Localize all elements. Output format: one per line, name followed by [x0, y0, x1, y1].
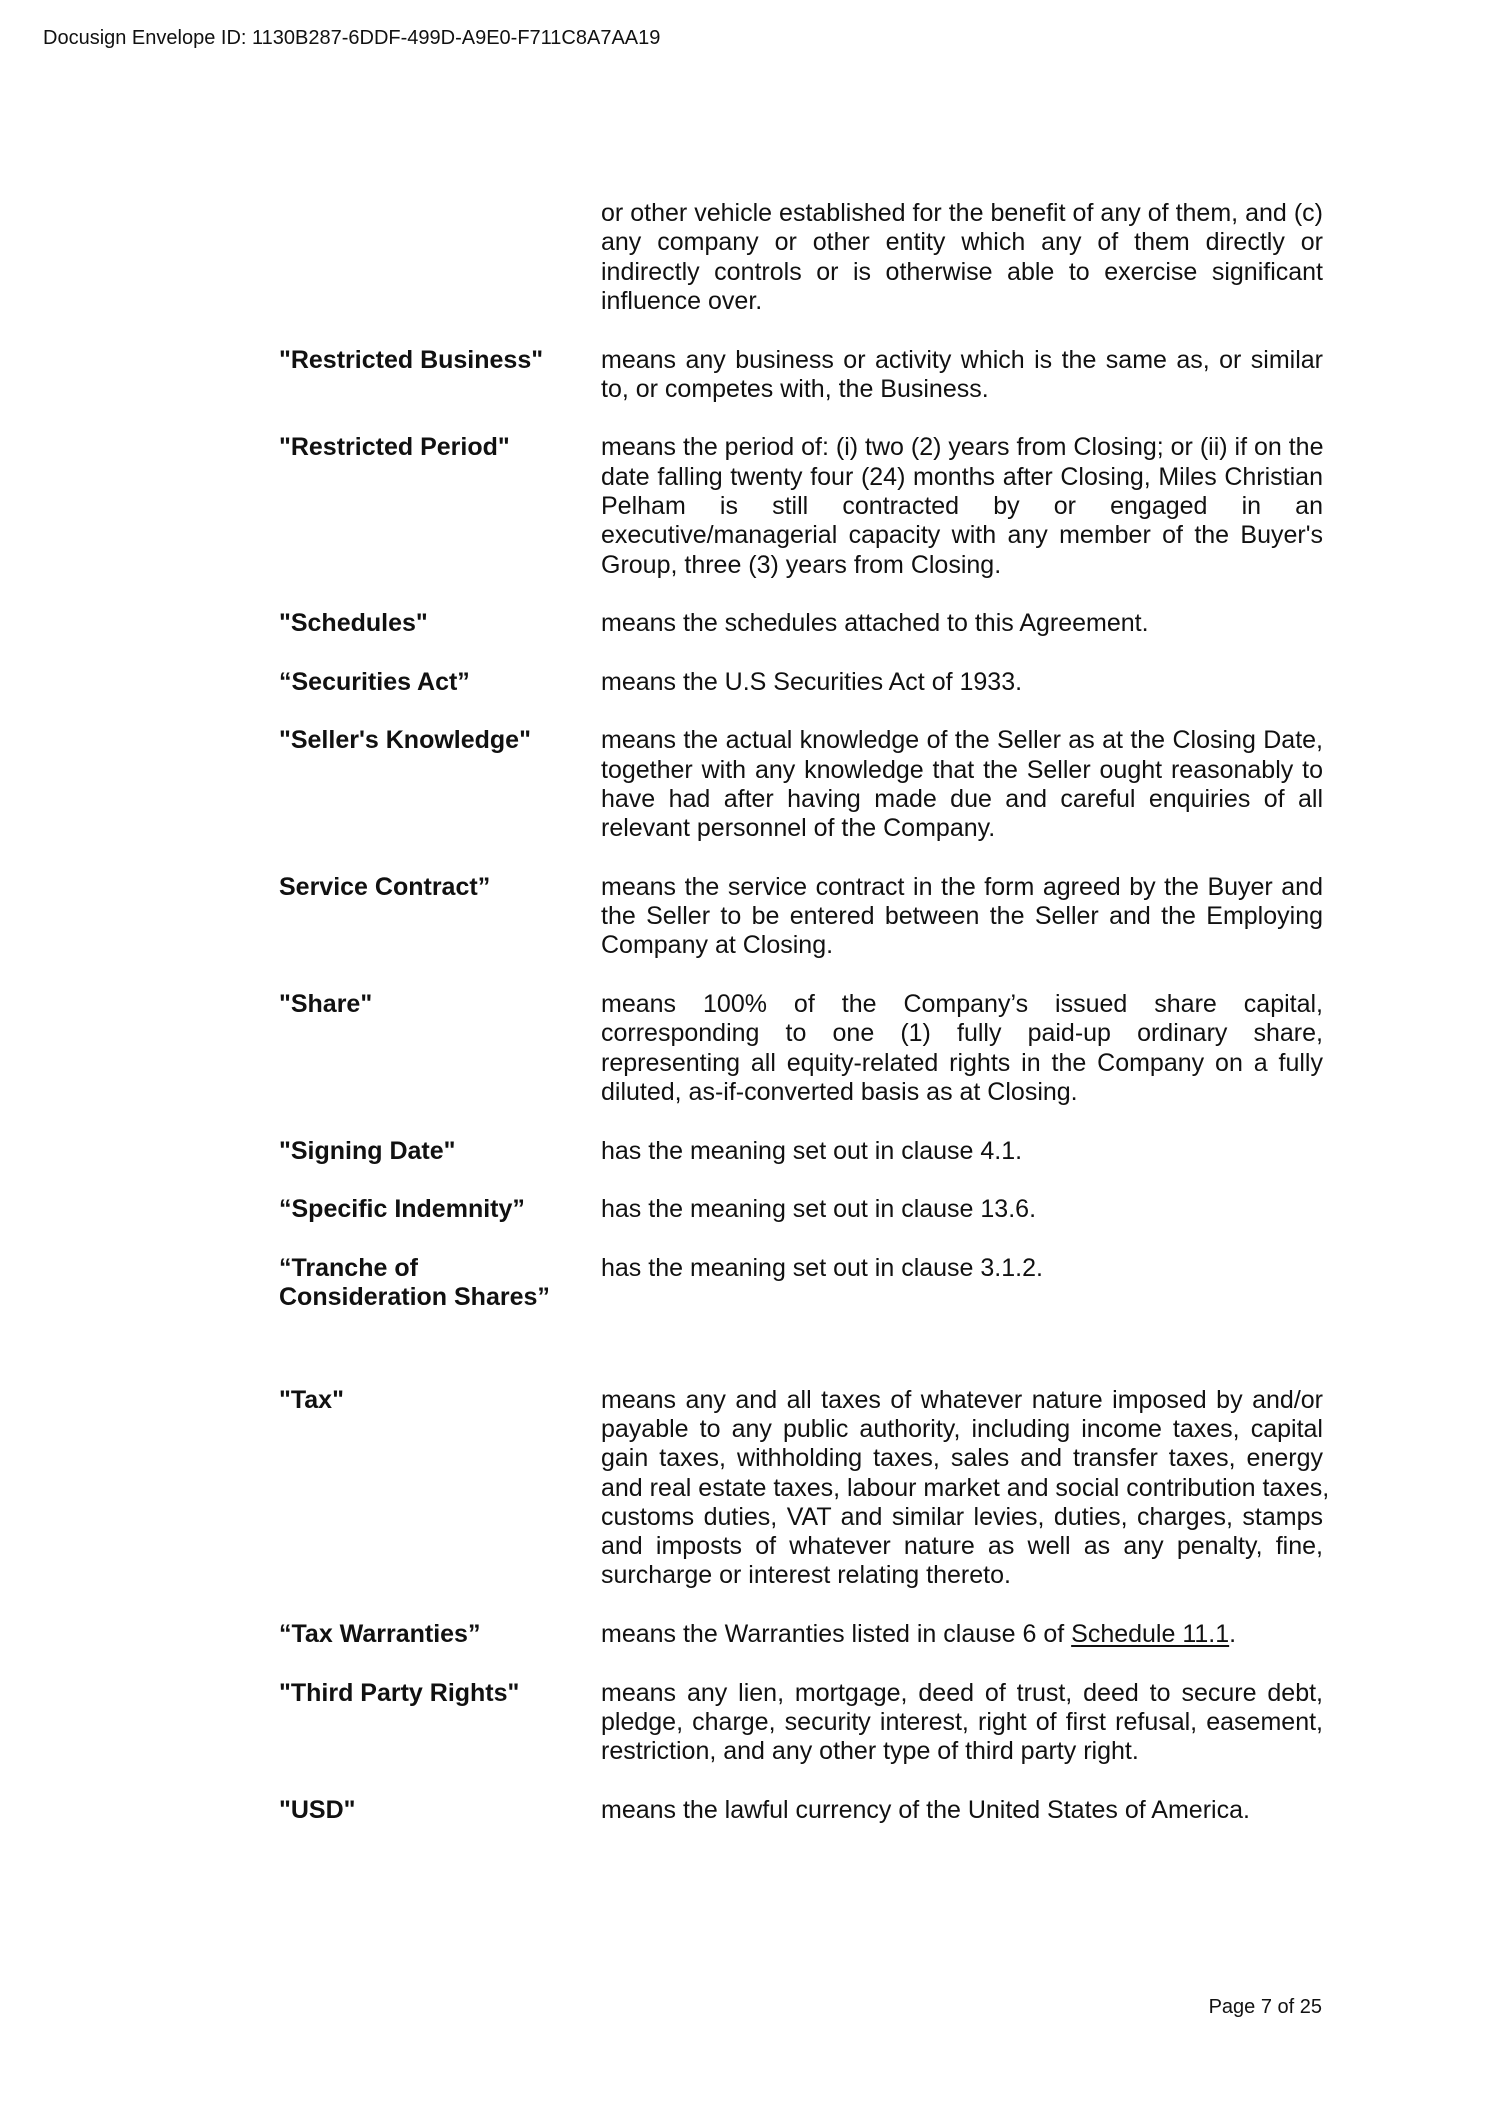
definition-line: means any business or activity which is the same as, or similar	[601, 345, 1323, 374]
definition-line: indirectly controls or is otherwise able to exercise significant	[601, 257, 1323, 286]
definition-line: gain taxes, withholding taxes, sales and transfer taxes, energy	[601, 1444, 1323, 1473]
defined-term: "Share"	[279, 990, 373, 1019]
definition-line: relevant personnel of the Company.	[601, 814, 996, 843]
definition-line: executive/managerial capacity with any member of the Buyer's	[601, 521, 1323, 550]
definition-text	[601, 726, 1323, 843]
defined-term: "Seller's Knowledge"	[279, 726, 531, 755]
definition-line: payable to any public authority, including income taxes, capital	[601, 1414, 1323, 1443]
definition-line: corresponding to one (1) fully paid-up ordinary share,	[601, 1019, 1323, 1048]
definition-text	[601, 199, 1323, 316]
page-number: Page 7 of 25	[1208, 1996, 1322, 2018]
definition-text	[601, 346, 1323, 405]
defined-term: "USD"	[279, 1795, 356, 1824]
definition-text	[601, 1195, 1323, 1224]
definition-line: date falling twenty four (24) months after Closing, Miles Christian	[601, 462, 1323, 491]
defined-term: Service Contract”	[279, 872, 491, 901]
definition-line: Pelham is still contracted by or engaged in an	[601, 491, 1323, 520]
definition-line: means any lien, mortgage, deed of trust, deed to secure debt,	[601, 1678, 1323, 1707]
definition-line: surcharge or interest relating thereto.	[601, 1561, 1011, 1590]
definition-line: means the schedules attached to this Agreement.	[601, 609, 1149, 638]
definition-text	[601, 668, 1323, 697]
schedule-reference: Schedule 11.1	[1071, 1620, 1230, 1649]
defined-term: "Schedules"	[279, 609, 428, 638]
definition-line: has the meaning set out in clause 3.1.2.	[601, 1253, 1043, 1282]
definition-line: Group, three (3) years from Closing.	[601, 550, 1002, 579]
definition-line: any company or other entity which any of them directly or	[601, 228, 1323, 257]
defined-term: “Tax Warranties”	[279, 1620, 481, 1649]
definition-text-before-reference: means the Warranties listed in clause 6 of	[601, 1620, 1072, 1649]
definition-text	[601, 609, 1323, 638]
definition-text-after-reference: .	[1229, 1620, 1237, 1649]
definition-text	[601, 1679, 1323, 1767]
definition-line: influence over.	[601, 286, 763, 315]
definition-line: means any and all taxes of whatever nature imposed by and/or	[601, 1385, 1323, 1414]
definition-text	[601, 990, 1323, 1107]
docusign-envelope-id: Docusign Envelope ID: 1130B287-6DDF-499D-A9E0-F711C8A7AA19	[43, 27, 661, 49]
definition-line: and real estate taxes, labour market and social contribution taxes,	[601, 1473, 1330, 1502]
definition-line: or other vehicle established for the benefit of any of them, and (c)	[601, 199, 1323, 227]
definition-text	[601, 873, 1323, 961]
definition-line: diluted, as-if-converted basis as at Closing.	[601, 1077, 1078, 1106]
definition-text	[601, 1137, 1323, 1166]
definition-line: means the period of: (i) two (2) years from Closing; or (ii) if on the	[601, 433, 1324, 462]
definition-line: means the U.S Securities Act of 1933.	[601, 667, 1023, 696]
definition-line: have had after having made due and careful enquiries of all	[601, 784, 1323, 813]
definition-text	[601, 433, 1323, 579]
defined-term: "Tax"	[279, 1385, 344, 1414]
defined-term: “Tranche of Consideration Shares”	[279, 1253, 550, 1312]
definition-line: customs duties, VAT and similar levies, duties, charges, stamps	[601, 1502, 1323, 1531]
definition-text	[601, 1254, 1323, 1283]
defined-term: "Restricted Business"	[279, 345, 544, 374]
definition-line: means the actual knowledge of the Seller as at the Closing Date,	[601, 726, 1323, 755]
definition-text	[601, 1620, 1323, 1649]
defined-term: "Restricted Period"	[279, 433, 510, 462]
definition-line: means the service contract in the form agreed by the Buyer and	[601, 872, 1323, 901]
defined-term: “Specific Indemnity”	[279, 1195, 525, 1224]
definition-line: pledge, charge, security interest, right of first refusal, easement,	[601, 1707, 1323, 1736]
defined-term: "Third Party Rights"	[279, 1678, 520, 1707]
definition-line: representing all equity-related rights in the Company on a fully	[601, 1048, 1323, 1077]
definition-line: together with any knowledge that the Seller ought reasonably to	[601, 755, 1323, 784]
definition-line: has the meaning set out in clause 4.1.	[601, 1136, 1023, 1165]
definition-line: the Seller to be entered between the Seller and the Employing	[601, 902, 1323, 931]
definition-line: means 100% of the Company’s issued share capital,	[601, 990, 1323, 1019]
definition-line: restriction, and any other type of third party right.	[601, 1737, 1139, 1766]
definition-line: Company at Closing.	[601, 931, 834, 960]
definition-line	[601, 1620, 1323, 1649]
definition-line: has the meaning set out in clause 13.6.	[601, 1195, 1037, 1224]
definition-text	[601, 1385, 1330, 1591]
defined-term: "Signing Date"	[279, 1136, 456, 1165]
definition-text	[601, 1796, 1323, 1825]
definition-line: to, or competes with, the Business.	[601, 374, 989, 403]
defined-term: “Securities Act”	[279, 667, 470, 696]
definition-line: means the lawful currency of the United States of America.	[601, 1795, 1250, 1824]
definition-line: and imposts of whatever nature as well as any penalty, fine,	[601, 1532, 1323, 1561]
